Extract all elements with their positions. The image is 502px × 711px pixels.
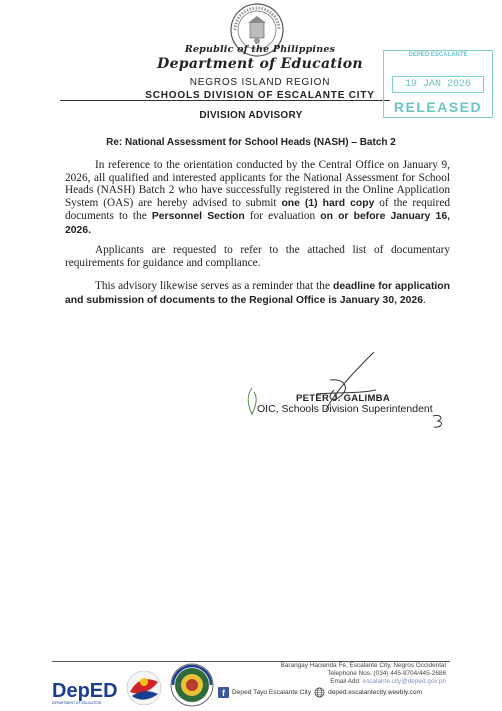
department-heading: Department of Education (157, 56, 363, 72)
region-heading: NEGROS ISLAND REGION (189, 77, 331, 88)
globe-icon (314, 687, 325, 698)
deped-logo-icon (50, 676, 120, 706)
division-seal-icon (170, 663, 214, 707)
p3-text: . (423, 293, 426, 306)
stamp-status: RELEASED (393, 99, 483, 115)
email-label: Email Add: (330, 678, 363, 685)
email-link[interactable]: escalante.city@deped.gov.ph (362, 678, 446, 685)
p3-text: This advisory likewise serves as a reminder that the (95, 280, 333, 292)
signatory-name: PETER J. GALIMBA (296, 393, 391, 404)
division-heading: SCHOOLS DIVISION OF ESCALANTE CITY (145, 90, 375, 101)
facebook-page-link[interactable]: Deped Tayo Escalante City (232, 688, 312, 696)
p1-text: for evaluation (244, 210, 321, 223)
paragraph-3 (65, 280, 450, 307)
p3-bold-deadline: deadline for application and submission of documents to the Regional Office is January 30, 2026 (65, 281, 450, 306)
advisory-title: DIVISION ADVISORY (199, 110, 303, 121)
footer-address: Barangay Hacienda Fe, Escalante City, Negros Occidental (280, 662, 446, 669)
p1-text: In reference to the orientation conducted by the Central Office on January 9, 2026, all qualified and interested applicants for the National Assessment for School Heads (NASH) Batch 2 who have successfully registered in the Online Application System (OAS) are hereby advised to submit (65, 159, 450, 209)
released-stamp (383, 50, 493, 118)
footer-telephone: Telephone Nos. (034) 445-9704/445-2686 (327, 670, 446, 677)
deped-logo-tagline: DEPARTMENT OF EDUCATION (52, 701, 102, 705)
stamp-date: 19 JAN 2026 (392, 76, 484, 93)
footer-social-row (218, 686, 422, 698)
republic-heading: Republic of the Philippines (184, 44, 336, 55)
header-divider (60, 100, 390, 101)
deped-logo-text: DepED (52, 680, 118, 702)
paragraph-2: Applicants are requested to refer to the attached list of documentary requirements for guidance and compliance. (65, 244, 450, 269)
p1-bold-section: Personnel Section (151, 211, 245, 223)
footer-email (330, 678, 446, 686)
p1-bold-date: on or before January 16, 2026. (65, 211, 450, 236)
facebook-icon[interactable]: f (218, 687, 229, 698)
signatory-position: OIC, Schools Division Superintendent (257, 403, 433, 415)
paragraph-1 (65, 159, 450, 238)
advisory-subject: Re: National Assessment for School Heads (NASH) – Batch 2 (106, 137, 396, 148)
stamp-office: DEPED ESCALANTE (408, 52, 468, 58)
website-link[interactable]: deped.escalantecity.weebly.com (328, 688, 423, 696)
bagong-pilipinas-logo-icon (122, 668, 166, 708)
p1-bold-copies: one (1) hard copy (281, 197, 375, 209)
p1-text: of the required documents to the (65, 196, 450, 223)
